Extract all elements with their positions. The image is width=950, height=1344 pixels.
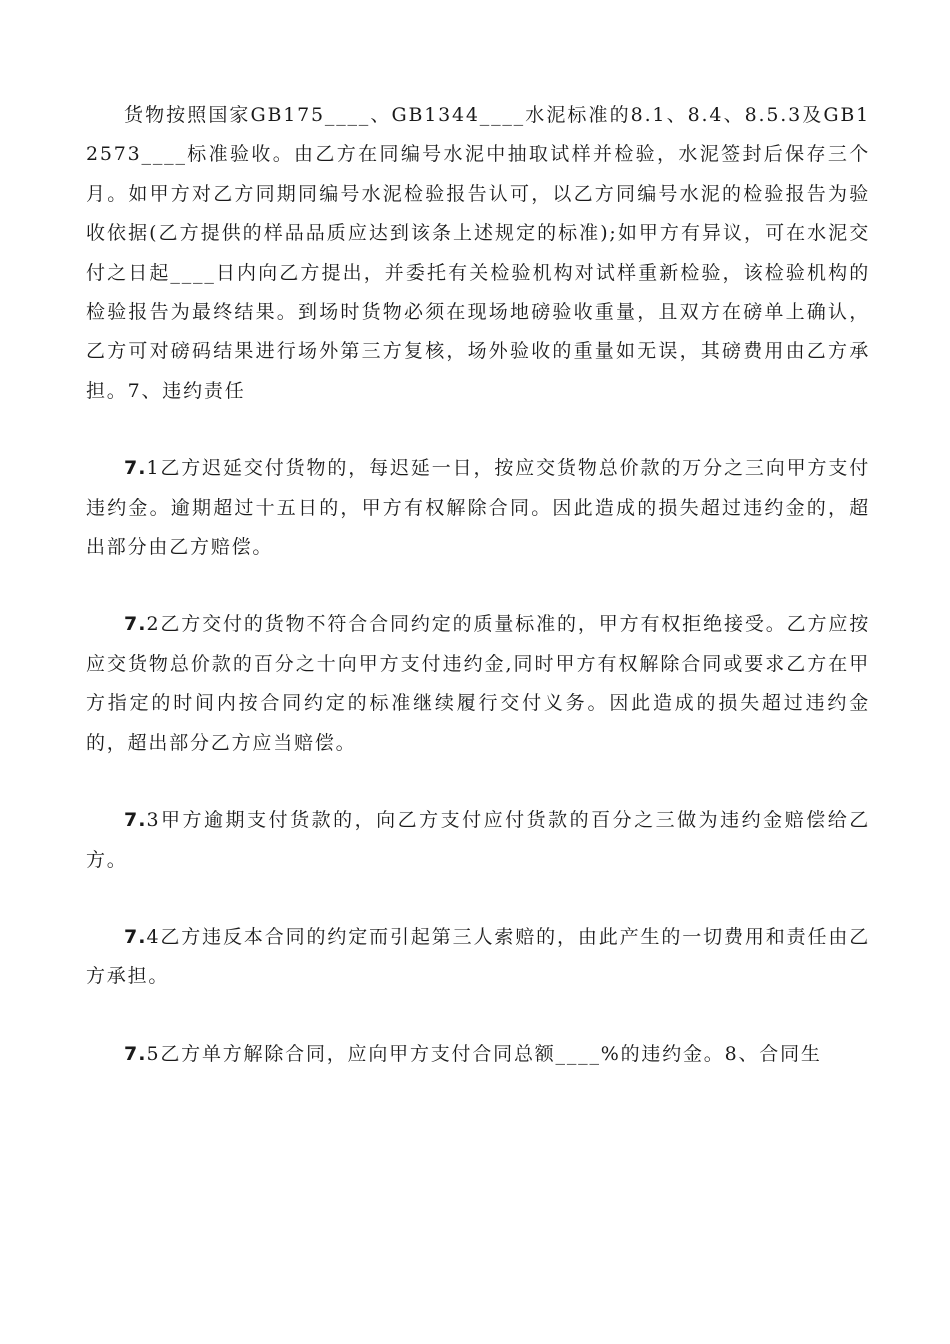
paragraph-text: 2乙方交付的货物不符合合同约定的质量标准的，甲方有权拒绝接受。乙方应按应交货物总价款的百分之十向甲方支付违约金,同时甲方有权解除合同或要求乙方在甲方指定的时间内按合同约定的标准继续履行交付义务。因此造成的损失超过违约金的，超出部分乙方应当赔偿。 [86, 613, 870, 754]
paragraph-acceptance [86, 96, 870, 411]
clause-number: 7. [124, 613, 147, 636]
paragraph-7-1 [86, 449, 870, 567]
clause-number: 7. [124, 925, 147, 948]
clause-number: 7. [124, 809, 147, 832]
paragraph-7-3 [86, 801, 870, 880]
paragraph-text: 4乙方违反本合同的约定而引起第三人索赔的，由此产生的一切费用和责任由乙方承担。 [86, 925, 870, 988]
clause-number: 7. [124, 457, 147, 480]
paragraph-text: 1乙方迟延交付货物的，每迟延一日，按应交货物总价款的万分之三向甲方支付违约金。逾期超过十五日的，甲方有权解除合同。因此造成的损失超过违约金的，超出部分由乙方赔偿。 [86, 457, 870, 559]
paragraph-7-5 [86, 1035, 870, 1074]
paragraph-7-2 [86, 605, 870, 763]
paragraph-text: 3甲方逾期支付货款的，向乙方支付应付货款的百分之三做为违约金赔偿给乙方。 [86, 809, 870, 871]
paragraph-text: 货物按照国家GB175____、GB1344____水泥标准的8.1、8.4、8.5.3及GB12573____标准验收。由乙方在同编号水泥中抽取试样并检验，水泥签封后保存三个月。如甲方对乙方同期同编号水泥检验报告认可，以乙方同编号水泥的检验报告为验收依据(乙方提供的样品品质应达到该条上述规定的标准);如甲方有异议，可在水泥交付之日起____日内向乙方提出，并委托有关检验机构对试样重新检验，该检验机构的检验报告为最终结果。到场时货物必须在现场地磅验收重量，且双方在磅单上确认，乙方可对磅码结果进行场外第三方复核，场外验收的重量如无误，其磅费用由乙方承担。7、违约责任 [86, 104, 870, 402]
paragraph-text: 5乙方单方解除合同，应向甲方支付合同总额____%的违约金。8、合同生 [146, 1042, 822, 1065]
clause-number: 7. [124, 1042, 147, 1065]
paragraph-7-4 [86, 918, 870, 997]
document-page [86, 96, 870, 1074]
